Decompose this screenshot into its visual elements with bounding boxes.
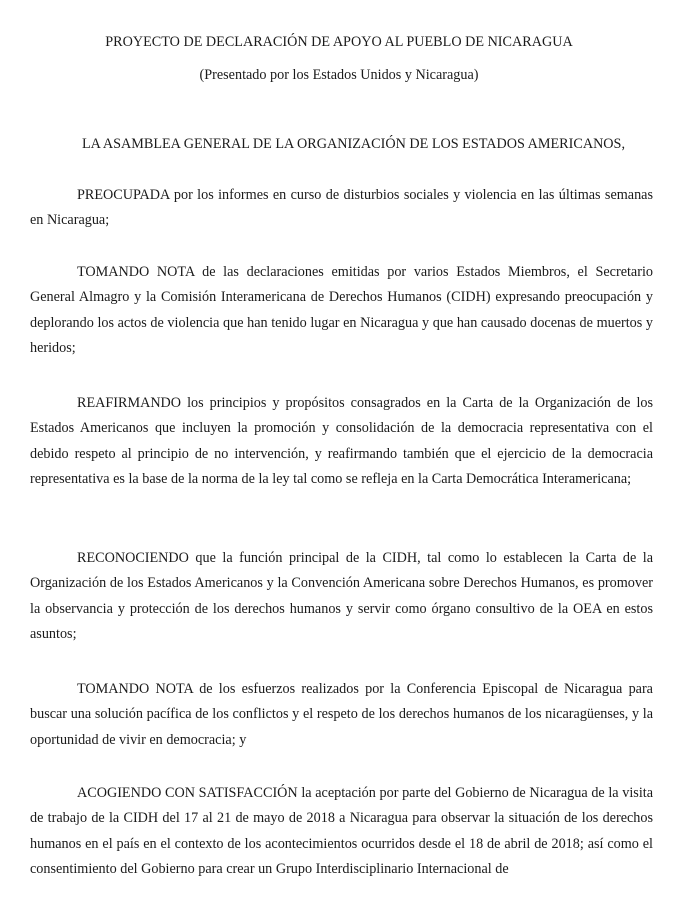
paragraph-lead: RECONOCIENDO	[77, 550, 189, 566]
paragraph-lead: REAFIRMANDO	[77, 395, 182, 411]
paragraph-reconociendo	[30, 546, 653, 648]
paragraph-text: que la función principal de la CIDH, tal como lo establecen la Carta de la Organización de los Estados Americanos y la Convención Americana sobre Derechos Humanos, es promover la observancia y protección de los derechos humanos y servir como órgano consultivo de la OEA en estos asuntos;	[30, 550, 653, 643]
document-subtitle: (Presentado por los Estados Unidos y Nicaragua)	[199, 67, 479, 83]
paragraph-lead: PREOCUPADA	[77, 187, 170, 203]
paragraph-text: la aceptación por parte del Gobierno de Nicaragua de la visita de trabajo de la CIDH del 17 al 21 de mayo de 2018 a Nicaragua para observar la situación de los derechos humanos en el país en el contexto de los acontecimientos ocurridos desde el 18 de abril de 2018; así como el consentimiento del Gobierno para crear un Grupo Interdisciplinario Internacional de	[30, 785, 653, 878]
document-title: PROYECTO DE DECLARACIÓN DE APOYO AL PUEBLO DE NICARAGUA	[105, 34, 573, 50]
assembly-heading: LA ASAMBLEA GENERAL DE LA ORGANIZACIÓN DE LOS ESTADOS AMERICANOS,	[82, 136, 625, 152]
paragraph-text: de las declaraciones emitidas por varios Estados Miembros, el Secretario General Almagro y la Comisión Interamericana de Derechos Humanos (CIDH) expresando preocupación y deplorando los actos de violencia que han tenido lugar en Nicaragua y que han causado docenas de muertos y heridos;	[30, 264, 653, 357]
paragraph-reafirmando	[30, 391, 653, 493]
paragraph-text: por los informes en curso de disturbios sociales y violencia en las últimas semanas en Nicaragua;	[30, 187, 653, 229]
paragraph-tomando-nota-esfuerzos	[30, 677, 653, 753]
paragraph-text: los principios y propósitos consagrados en la Carta de la Organización de los Estados Americanos que incluyen la promoción y consolidación de la democracia representativa con el debido respeto al principio de no intervención, y reafirmando también que el ejercicio de la democracia representativa es la base de la norma de la ley tal como se refleja en la Carta Democrática Interamericana;	[30, 395, 653, 488]
paragraph-lead: TOMANDO NOTA	[77, 264, 195, 280]
paragraph-lead: ACOGIENDO CON SATISFACCIÓN	[77, 785, 298, 801]
paragraph-tomando-nota-declaraciones	[30, 260, 653, 362]
paragraph-text: de los esfuerzos realizados por la Conferencia Episcopal de Nicaragua para buscar una solución pacífica de los conflictos y el respeto de los derechos humanos de los nicaragüenses, y la oportunidad de vivir en democracia; y	[30, 681, 653, 748]
paragraph-lead: TOMANDO NOTA	[77, 681, 193, 697]
paragraph-acogiendo	[30, 781, 653, 883]
paragraph-preocupada	[30, 183, 653, 234]
